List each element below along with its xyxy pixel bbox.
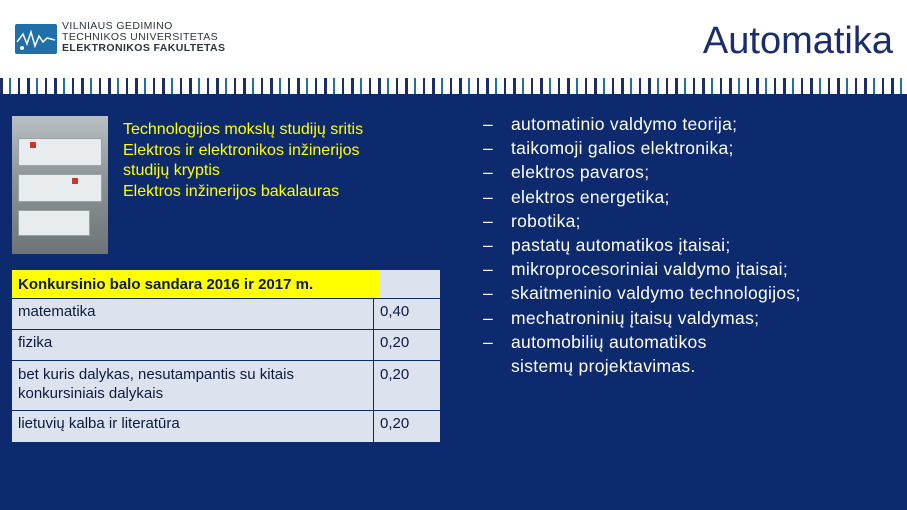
university-logo-icon: [15, 24, 57, 54]
breaker-row-2: [18, 174, 102, 202]
dash-bullet-icon: –: [483, 307, 493, 328]
program-line-4: Elektros inžinerijos bakalauras: [123, 182, 340, 200]
list-item-text: skaitmeninio valdymo technologijos;: [511, 283, 801, 304]
dash-bullet-icon: –: [483, 186, 493, 207]
topic-list: [483, 112, 801, 378]
subject-cell: matematika: [12, 299, 374, 329]
slide-header: [0, 0, 907, 78]
list-item-text: robotika;: [511, 210, 581, 231]
table-row: [12, 360, 440, 410]
list-item-text: automatinio valdymo teorija;: [511, 114, 738, 134]
list-item-text: taikomoji galios elektronika;: [511, 138, 734, 159]
weight-cell: 0,20: [380, 366, 410, 383]
list-item-text: mechatroninių įtaisų valdymas;: [511, 307, 760, 328]
list-item: [483, 233, 801, 257]
list-item-text: elektros energetika;: [511, 186, 670, 207]
program-line-2: Elektros ir elektronikos inžinerijos: [123, 141, 360, 159]
dash-bullet-icon: –: [483, 235, 493, 256]
list-item: [483, 281, 801, 305]
indicator-1: [30, 142, 36, 148]
subject-cell: bet kuris dalykas, nesutampantis su kitais konkursiniais dalykais: [12, 361, 374, 410]
list-item: [483, 112, 801, 136]
subject-cell: fizika: [12, 330, 374, 360]
program-line-1: Technologijos mokslų studijų sritis: [123, 121, 364, 138]
list-item: [483, 257, 801, 281]
table-row: [12, 298, 440, 329]
breaker-row-3: [18, 210, 90, 236]
dash-bullet-icon: –: [483, 138, 493, 159]
list-item-text: pastatų automatikos įtaisai;: [511, 235, 731, 256]
electrical-panel-image: [12, 116, 108, 254]
list-item-text: automobilių automatikos sistemų projektavimas.: [511, 331, 707, 377]
list-item: [483, 185, 801, 209]
weight-cell: 0,40: [380, 303, 410, 320]
university-name: [62, 21, 225, 54]
score-table-title: Konkursinio balo sandara 2016 ir 2017 m.: [12, 270, 380, 298]
list-item: [483, 209, 801, 233]
content-area: [0, 94, 907, 510]
dash-bullet-icon: –: [483, 283, 493, 304]
page-title: Automatika: [702, 20, 893, 62]
study-program: [123, 120, 363, 202]
dash-bullet-icon: –: [483, 162, 493, 183]
list-item: [483, 160, 801, 184]
logo-line-2: TECHNIKOS UNIVERSITETAS: [62, 31, 219, 43]
dash-bullet-icon: –: [483, 210, 493, 231]
dash-bullet-icon: –: [483, 331, 493, 352]
score-table: [12, 270, 440, 442]
list-item-text: elektros pavaros;: [511, 162, 650, 183]
indicator-2: [72, 178, 78, 184]
logo-line-1: VILNIAUS GEDIMINO: [62, 20, 173, 32]
list-item: [483, 136, 801, 160]
dash-bullet-icon: –: [483, 259, 493, 280]
weight-cell: 0,20: [380, 334, 410, 351]
subject-cell: lietuvių kalba ir literatūra: [12, 411, 374, 442]
weight-cell: 0,20: [380, 415, 410, 432]
list-item-text: mikroprocesoriniai valdymo įtaisai;: [511, 259, 788, 280]
table-row: [12, 329, 440, 360]
table-row: [12, 410, 440, 442]
dash-bullet-icon: –: [483, 114, 493, 134]
decorative-stripe: [0, 78, 907, 94]
list-item: [483, 306, 801, 330]
logo-line-3: ELEKTRONIKOS FAKULTETAS: [62, 42, 226, 54]
list-item: [483, 330, 801, 378]
program-line-3: studijų kryptis: [123, 162, 220, 179]
